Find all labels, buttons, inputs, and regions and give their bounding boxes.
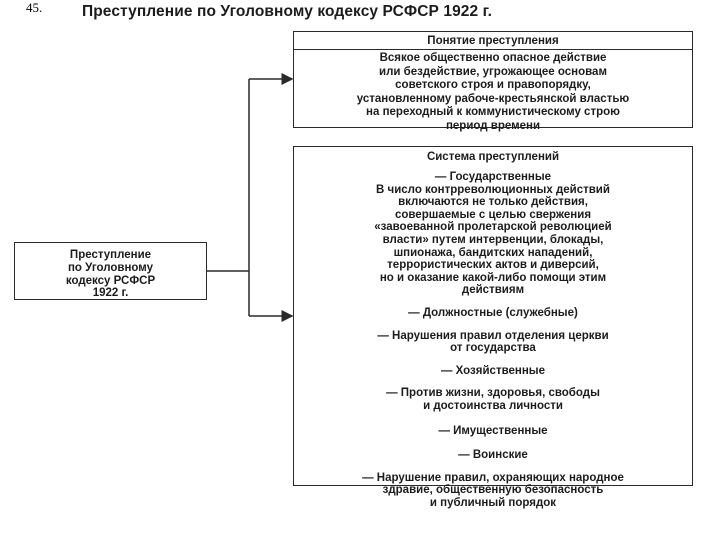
desc-line: здравие, общественную безопасность [382, 484, 604, 497]
root-crime-box [14, 242, 207, 300]
desc-line: «завоеванной пролетарской революцией [374, 221, 612, 234]
crime-category-property: — Имущественные [438, 424, 548, 437]
crime-category-public-order: — Нарушение правил, охраняющих народное [362, 471, 624, 484]
crime-category-economic: — Хозяйственные [440, 364, 546, 377]
crime-category-official: — Должностные (служебные) [408, 306, 578, 319]
desc-line: но и оказание какой-либо помощи этим [379, 271, 607, 284]
desc-line: действиям [461, 284, 525, 297]
desc-line: и публичный порядок [429, 496, 557, 509]
concept-definition [294, 50, 692, 134]
system-header: Система преступлений [426, 151, 560, 163]
concept-line: Всякое общественно опасное действие [379, 52, 607, 64]
desc-line: от государства [450, 342, 536, 355]
desc-line: совершаемые с целью свержения [394, 208, 592, 221]
concept-header: Понятие преступления [294, 32, 692, 50]
root-line: Преступление [69, 249, 152, 261]
crime-category-military: — Воинские [458, 449, 528, 462]
root-line: кодексу РСФСР [65, 274, 156, 287]
desc-line: включаются не только действия, [398, 196, 588, 209]
root-line: 1922 г. [92, 287, 129, 300]
root-crime-label [15, 243, 206, 300]
desc-line: и достоинства личности [423, 399, 563, 412]
crime-category-state: — Государственные [434, 171, 552, 183]
diagram-title: Преступление по Уголовному кодексу РСФСР 1922 г. [82, 3, 493, 20]
desc-line: В число контрреволюционных действий [376, 183, 610, 196]
concept-line: советского строя и правопорядку, [395, 79, 591, 92]
concept-line: установленному рабоче-крестьянской властью [356, 92, 630, 105]
crime-category-person: — Против жизни, здоровья, свободы [386, 387, 600, 400]
desc-line: шпионажа, бандитских нападений, [393, 246, 593, 259]
crime-category-church: — Нарушения правил отделения церкви [377, 329, 609, 342]
concept-line: на переходный к коммунистическому строю [366, 106, 620, 119]
desc-line: террористических актов и диверсий, [387, 259, 599, 272]
system-box [293, 146, 693, 509]
state-crime-description [294, 184, 692, 297]
root-line: по Уголовному [67, 261, 154, 274]
desc-line: власти» путем интервенции, блокады, [382, 233, 604, 246]
slide-number: 45. [26, 0, 43, 15]
concept-box [293, 31, 693, 132]
concept-line: или бездействие, угрожающее основам [379, 65, 607, 78]
concept-line: период времени [445, 119, 541, 132]
